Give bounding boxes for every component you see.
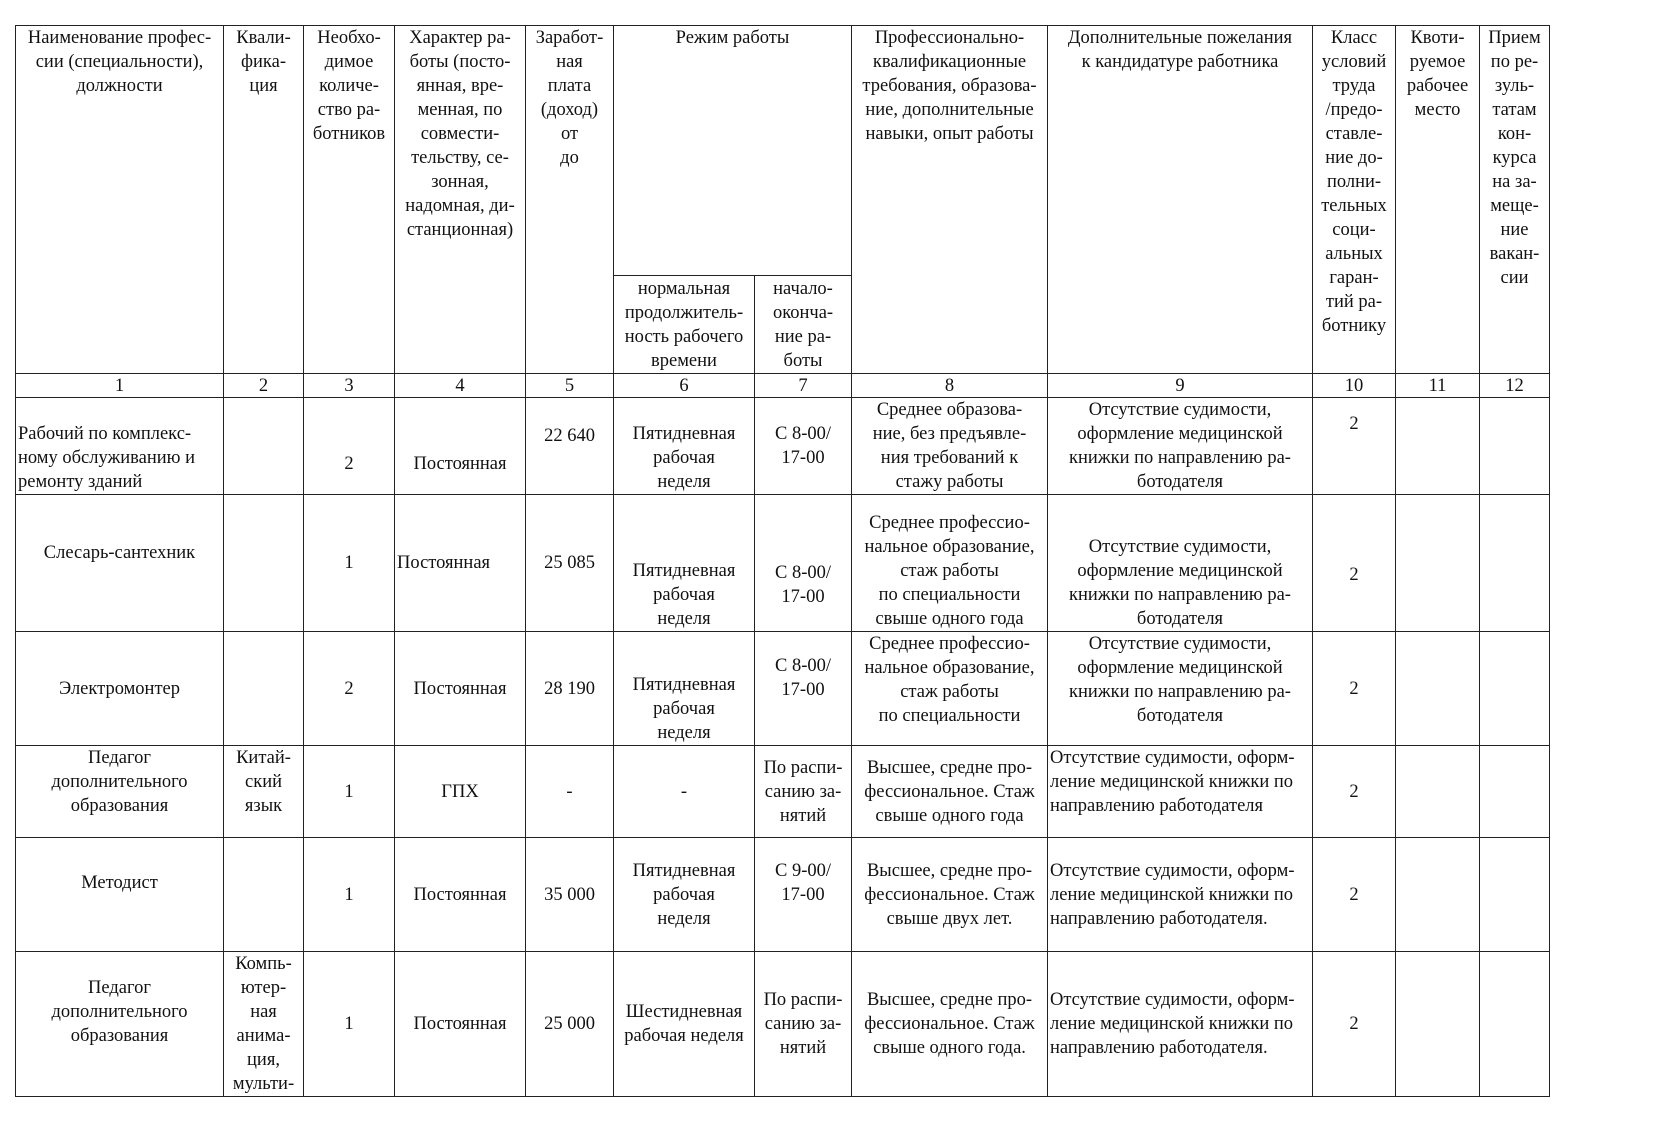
cell-name [16,952,224,1097]
cell-regime-startend-value: С 8-00/ 17-00 [774,563,831,607]
cell-quota [1396,398,1480,495]
header-regime: Режим работы [614,26,852,276]
cell-character: Постоянная [395,495,526,632]
cell-salary-value: 22 640 [544,426,595,446]
cell-competition [1480,952,1550,1097]
cell-work-class: 2 [1313,838,1396,952]
column-number: 1 [16,374,224,398]
cell-wishes: Отсутствие судимости, оформ- ление медицинской книжки по направлению работодателя. [1048,952,1313,1097]
cell-requirements: Высшее, средне про- фессиональное. Стаж свыше одного года [852,746,1048,838]
header-character: Характер ра- боты (посто- янная, вре- менная, по совмести- тельству, се- зонная, надомная, ди- станционная) [395,26,526,374]
cell-salary [526,398,614,495]
cell-regime-normal: Пятидневная рабочая неделя [614,838,755,952]
cell-quota [1396,632,1480,746]
column-number: 8 [852,374,1048,398]
column-number: 2 [224,374,304,398]
cell-quota [1396,495,1480,632]
cell-character: Постоянная [395,632,526,746]
table-row [16,746,1550,838]
cell-work-class: 2 [1313,632,1396,746]
cell-regime-startend-value: С 8-00/ 17-00 [774,656,831,700]
cell-requirements: Среднее профессио- нальное образование, стаж работы по специальности [852,632,1048,746]
column-number: 4 [395,374,526,398]
cell-count: 2 [304,632,395,746]
cell-name: Электромонтер [16,632,224,746]
cell-character: Постоянная [395,838,526,952]
vacancy-table [15,25,1550,1097]
header-salary: Заработ- ная плата (доход) от до [526,26,614,374]
cell-salary: 28 190 [526,632,614,746]
table-row [16,632,1550,746]
cell-character: ГПХ [395,746,526,838]
cell-name-value: Методист [81,872,158,893]
column-number-row [16,374,1550,398]
cell-work-class: 2 [1313,746,1396,838]
header-competition: Прием по ре- зуль- татам кон- курса на за- меще- ние вакан- сии [1480,26,1550,374]
cell-qualification: Китай- ский язык [224,746,304,838]
cell-character-value: Постоянная [413,454,507,474]
cell-qualification [224,495,304,632]
cell-regime-startend [755,838,852,952]
cell-salary: 25 000 [526,952,614,1097]
cell-work-class-value: 2 [1349,414,1359,434]
cell-regime-startend-value: С 9-00/ 17-00 [774,860,831,905]
table-row [16,952,1550,1097]
cell-wishes: Отсутствие судимости, оформление медицинской книжки по направлению ра- ботодателя [1048,398,1313,495]
cell-regime-startend [755,632,852,746]
cell-quota [1396,746,1480,838]
cell-salary: - [526,746,614,838]
cell-regime-normal: Пятидневная рабочая неделя [614,398,755,495]
column-number: 12 [1480,374,1550,398]
cell-work-class [1313,495,1396,632]
cell-regime-startend: По распи- санию за- нятий [755,952,852,1097]
cell-regime-startend: По распи- санию за- нятий [755,746,852,838]
cell-competition [1480,632,1550,746]
header-qualification: Квали- фика- ция [224,26,304,374]
cell-count: 1 [304,838,395,952]
cell-name [16,495,224,632]
cell-regime-normal: - [614,746,755,838]
table-row [16,398,1550,495]
cell-name-value: Педагог дополнительного образования [51,978,188,1046]
cell-qualification: Компь- ютер- ная анима- ция, мульти- [224,952,304,1097]
cell-quota [1396,952,1480,1097]
column-number: 5 [526,374,614,398]
header-count: Необхо- димое количе- ство ра- ботников [304,26,395,374]
cell-qualification [224,838,304,952]
cell-regime-normal: Пятидневная рабочая неделя [614,495,755,632]
cell-salary: 25 085 [526,495,614,632]
cell-work-class [1313,398,1396,495]
table-row [16,838,1550,952]
column-number: 10 [1313,374,1396,398]
cell-requirements: Высшее, средне про- фессиональное. Стаж свыше одного года. [852,952,1048,1097]
cell-count: 1 [304,952,395,1097]
cell-work-class-value: 2 [1349,565,1359,585]
cell-salary: 35 000 [526,838,614,952]
header-name: Наименование профес- сии (специальности), должности [16,26,224,374]
column-number: 9 [1048,374,1313,398]
cell-wishes: Отсутствие судимости, оформ- ление медицинской книжки по направлению работодателя [1048,746,1313,838]
cell-regime-normal: Шестидневная рабочая неделя [614,952,755,1097]
cell-regime-normal: Пятидневная рабочая неделя [614,632,755,746]
table-row [16,495,1550,632]
cell-requirements: Среднее профессио- нальное образование, стаж работы по специальности свыше одного года [852,495,1048,632]
cell-wishes: Отсутствие судимости, оформление медицинской книжки по направлению ра- ботодателя [1048,495,1313,632]
cell-competition [1480,746,1550,838]
cell-name-value: Слесарь-сантехник [43,543,196,563]
header-regime-startend: начало- оконча- ние ра- боты [755,276,852,374]
column-number: 3 [304,374,395,398]
cell-qualification [224,398,304,495]
column-number: 6 [614,374,755,398]
cell-requirements: Высшее, средне про- фессиональное. Стаж свыше двух лет. [852,838,1048,952]
header-work-class: Класс условий труда /предо- ставле- ние до- полни- тельных соци- альных гаран- тий ра- ботнику [1313,26,1396,374]
cell-regime-startend: С 8-00/ 17-00 [755,398,852,495]
cell-requirements: Среднее образова- ние, без предъявле- ния требований к стажу работы [852,398,1048,495]
header-requirements: Профессионально- квалификационные требования, образова- ние, дополнительные навыки, опыт работы [852,26,1048,374]
cell-wishes: Отсутствие судимости, оформ- ление медицинской книжки по направлению работодателя. [1048,838,1313,952]
column-number: 7 [755,374,852,398]
cell-competition [1480,495,1550,632]
header-row [16,26,1550,276]
header-regime-normal: нормальная продолжитель- ность рабочего времени [614,276,755,374]
cell-count: 1 [304,746,395,838]
cell-quota [1396,838,1480,952]
cell-name [16,838,224,952]
cell-name: Рабочий по комплекс- ному обслуживанию и ремонту зданий [16,398,224,495]
cell-competition [1480,398,1550,495]
cell-character [395,398,526,495]
cell-count-value: 2 [344,454,354,474]
cell-count: 1 [304,495,395,632]
column-number: 11 [1396,374,1480,398]
header-wishes: Дополнительные пожелания к кандидатуре работника [1048,26,1313,374]
cell-wishes: Отсутствие судимости, оформление медицинской книжки по направлению ра- ботодателя [1048,632,1313,746]
cell-character: Постоянная [395,952,526,1097]
cell-regime-startend [755,495,852,632]
cell-work-class: 2 [1313,952,1396,1097]
header-quota: Квоти- руемое рабочее место [1396,26,1480,374]
cell-competition [1480,838,1550,952]
cell-name: Педагог дополнительного образования [16,746,224,838]
cell-count [304,398,395,495]
cell-qualification [224,632,304,746]
